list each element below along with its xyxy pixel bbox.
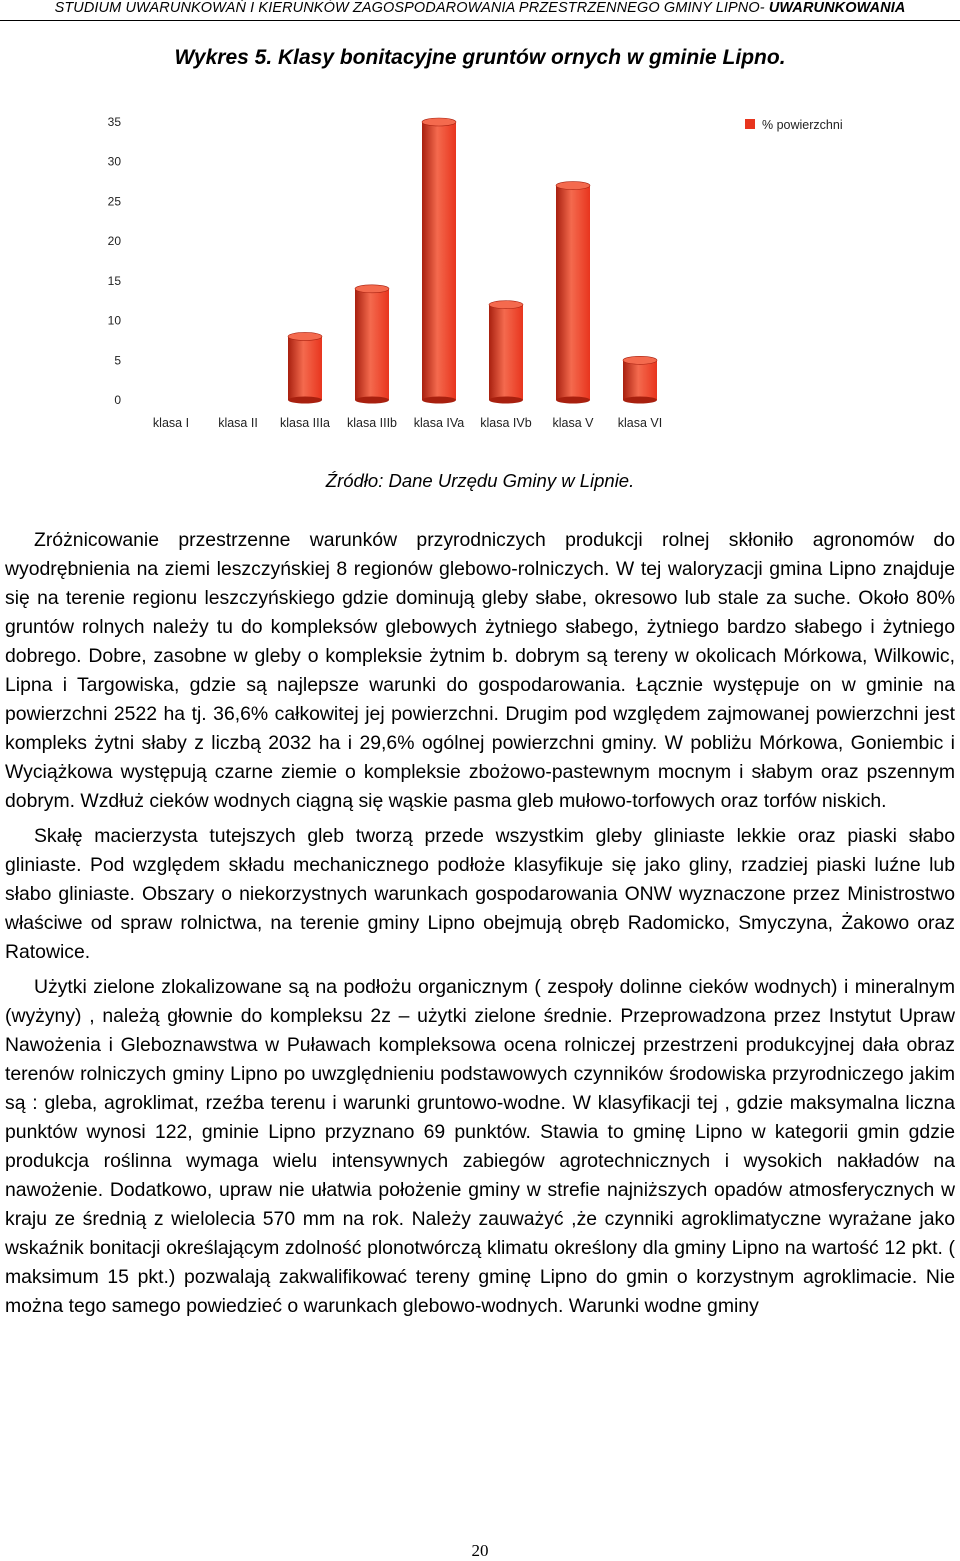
y-tick-label: 30 (107, 154, 121, 169)
x-tick-label: klasa IVa (413, 416, 465, 430)
x-tick-label: klasa II (218, 416, 258, 430)
x-axis (153, 416, 662, 430)
y-tick-label: 10 (107, 313, 121, 328)
bar-base (623, 397, 657, 404)
bar-top (556, 182, 590, 190)
bar (489, 305, 523, 400)
paragraph: Użytki zielone zlokalizowane są na podłożu organicznym ( zespoły dolinne cieków wodnych) i mineralnym (wyżyny) , należą głownie do kompleksu 2z – użytki zielone średnie. Przeprowadzona przez Instytut Upraw Nawożenia i Gleboznawstwa w Puławach kompleksowa ocena rolniczej przestrzeni produkcyjnej dała obraz terenów rolniczych gminy Lipno po uwzględnieniu podstawowych czynników środowiska przyrodniczego jakim są : gleba, agroklimat, rzeźba terenu i warunki gruntowo-wodne. W klasyfikacji tej , gdzie maksymalna liczna punktów wynosi 122, gminie Lipno przyznano 69 punktów. Stawia to gminę Lipno w kategorii gmin gdzie produkcja roślinna wymaga wielu intensywnych zabiegów agrotechnicznych i wysokich nakładów na nawożenie. Dodatkowo, upraw nie ułatwia położenie gminy w strefie najniższych opadów atmosferycznych w kraju ze średnią z wielolecia 570 mm na rok. Należy zauważyć ,że czynniki agroklimatyczne wyrażane jako wskaźnik bonitacji określającym zdolność plonotwórczą klimatu określony dla gminy Lipno na wartość 12 pkt. ( maksimum 15 pkt.) pozwalają zakwalifikować tereny gminę Lipno do gmin o korzystnym agroklimacie. Nie można tego samego powiedzieć o warunkach glebowo-wodnych. Warunki wodne gminy (5, 976, 955, 1317)
bar (288, 336, 322, 400)
x-tick-label: klasa V (552, 416, 594, 430)
body-text (5, 526, 955, 1321)
bar (556, 186, 590, 400)
paragraph: Skałę macierzysta tutejszych gleb tworzą przede wszystkim gleby gliniaste lekkie oraz piaski słabo gliniaste. Pod względem składu mechanicznego podłoże klasyfikuje się jako gliny, rzadziej piaski luźne lub słabo gliniaste. Obszary o niekorzystnych warunkach gospodarowania ONW wyznaczone przez Ministrostwo właściwe od spraw rolnictwa, na terenie gminy Lipno obejmują obręb Radomicko, Smyczyna, Żakowo oraz Ratowice. (5, 825, 955, 963)
bar-top (422, 118, 456, 126)
bars (288, 118, 657, 404)
bar-base (288, 397, 322, 404)
y-tick-label: 35 (107, 115, 121, 129)
x-tick-label: klasa IIIb (346, 416, 398, 430)
y-tick-label: 5 (114, 353, 121, 368)
bar-base (489, 397, 523, 404)
bar (422, 122, 456, 400)
legend-label: % powierzchni (762, 118, 843, 132)
bar-top (288, 332, 322, 340)
bar-base (556, 397, 590, 404)
y-tick-label: 0 (114, 393, 121, 407)
header-bold: UWARUNKOWANIA (768, 0, 906, 16)
y-tick-label: 15 (107, 273, 121, 288)
bar-top (355, 285, 389, 293)
x-tick-label: klasa IIIa (279, 416, 331, 430)
bar-top (623, 356, 657, 364)
x-tick-label: klasa IVb (480, 416, 532, 430)
bar-top (489, 301, 523, 309)
legend-swatch (745, 119, 755, 129)
bar-base (422, 397, 456, 404)
bar (355, 289, 389, 400)
y-tick-label: 25 (107, 194, 121, 209)
legend (745, 118, 843, 132)
y-axis (108, 115, 122, 407)
header-text: STUDIUM UWARUNKOWAŃ I KIERUNKÓW ZAGOSPODAROWANIA PRZESTRZENNEGO GMINY LIPNO- (54, 0, 765, 16)
figure-source: Źródło: Dane Urzędu Gminy w Lipnie. (325, 470, 635, 491)
bar-base (355, 397, 389, 404)
bar (623, 360, 657, 400)
x-tick-label: klasa I (152, 416, 190, 430)
x-tick-label: klasa VI (617, 416, 663, 430)
paragraph: Zróżnicowanie przestrzenne warunków przyrodniczych produkcji rolnej skłoniło agronomów do wyodrębnienia na ziemi leszczyńskiej 8 regionów glebowo-rolniczych. W tej waloryzacji gmina Lipno znajduje się na terenie regionu leszczyńskiego gdzie dominują gleby słabe, okresowo lub stale za suche. Około 80% gruntów rolnych należy tu do kompleksów glebowych żytniego słabego, żytniego bardzo słabego i żytniego dobrego. Dobre, zasobne w gleby o kompleksie żytnim b. dobrym są tereny w okolicach Mórkowa, Wilkowic, Lipna i Targowiska, gdzie są najlepsze warunki do gospodarowania. Łącznie występuje on w gminie na powierzchni 2522 ha tj. 36,6% całkowitej jej powierzchni. Drugim pod względem zajmowanej powierzchni jest kompleks żytni słaby z liczbą 2032 ha i 29,6% ogólnej powierzchni gminy. W pobliżu Mórkowa, Goniembic i Wyciążkowa występują czarne ziemie o kompleksie zbożowo-pastewnym mocnym i słabym oraz pszennym dobrym. Wzdłuż cieków wodnych ciągną się wąskie pasma gleb mułowo-torfowych oraz torfów niskich. (5, 529, 955, 812)
figure-title: Wykres 5. Klasy bonitacyjne gruntów ornych w gminie Lipno. (174, 46, 786, 69)
running-header (0, 0, 960, 21)
y-tick-label: 20 (107, 234, 121, 249)
bar-chart (95, 105, 895, 440)
page-number: 20 (471, 1541, 489, 1560)
